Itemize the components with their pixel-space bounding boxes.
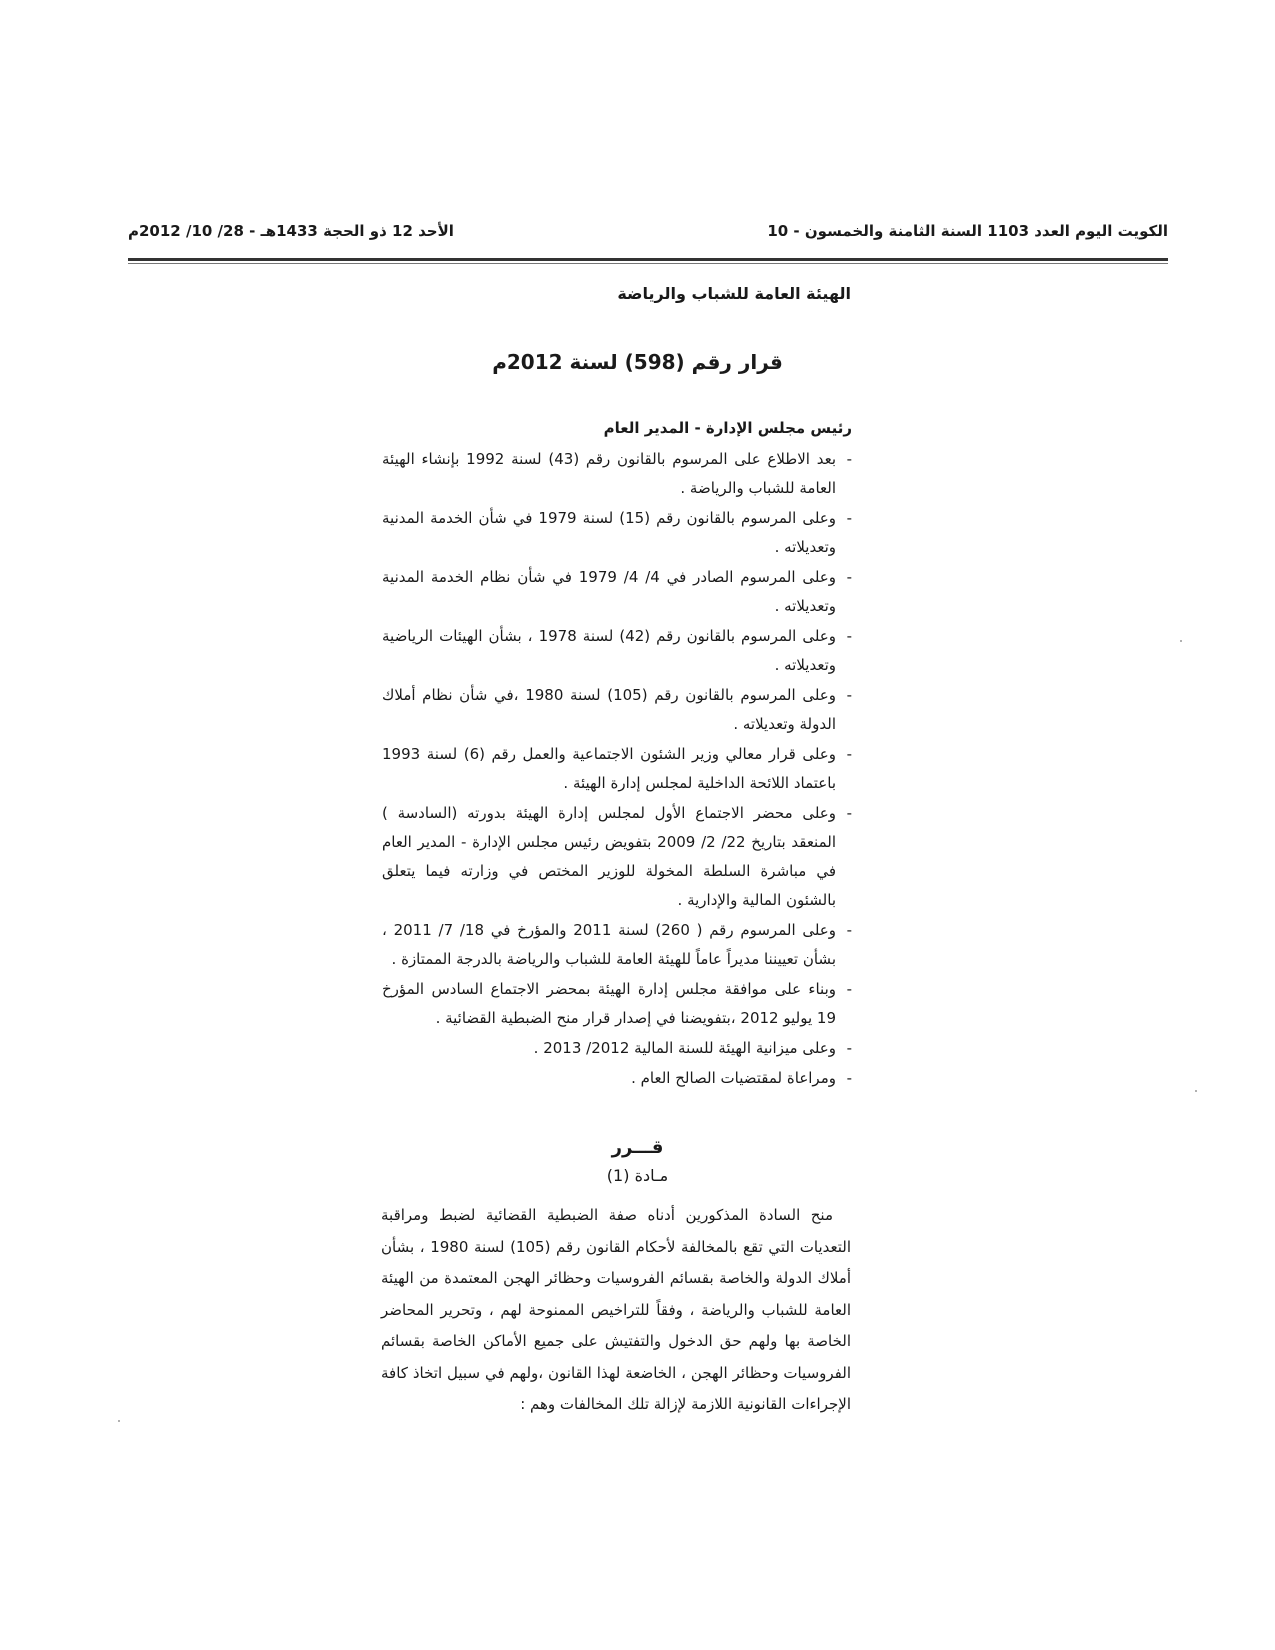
preamble-clause (382, 916, 852, 974)
gazette-date-info: الأحد 12 ذو الحجة 1433هـ - 28/ 10/ 2012م (128, 222, 454, 240)
gazette-issue-info: الكويت اليوم العدد 1103 السنة الثامنة والخمسون - 10 (767, 222, 1168, 240)
article-1-text: منح السادة المذكورين أدناه صفة الضبطية القضائية لضبط ومراقبة التعديات التي تقع بالمخالفة لأحكام القانون رقم (105) لسنة 1980 ، بشأن أملاك الدولة والخاصة بقسائم الفروسيات وحظائر الهجن المعتمدة من الهيئة العامة للشباب والرياضة ، وفقاً للتراخيص الممنوحة لهم ، وتحرير المحاضر الخاصة بها ولهم حق الدخول والتفتيش على جميع الأماكن الخاصة بقسائم الفروسيات وحظائر الهجن ، الخاضعة لهذا القانون ،ولهم في سبيل اتخاذ كافة الإجراءات القانونية اللازمة لإزالة تلك المخالفات وهم : (381, 1206, 851, 1413)
clause-text: ومراعاة لمقتضيات الصالح العام . (631, 1069, 836, 1087)
preamble-clause (382, 563, 852, 621)
decision-title: قرار رقم (598) لسنة 2012م (492, 350, 783, 374)
clause-dash: - (846, 980, 852, 998)
header-rule-thin (128, 263, 1168, 264)
clause-text: وبناء على موافقة مجلس إدارة الهيئة بمحضر الاجتماع السادس المؤرخ 19 يوليو 2012 ،بتفويضنا في إصدار قرار منح الضبطية القضائية . (382, 980, 836, 1027)
preamble-clause (382, 445, 852, 503)
header-rule-thick (128, 258, 1168, 261)
preamble-clauses (382, 445, 852, 1093)
clause-dash: - (846, 450, 852, 468)
clause-dash: - (846, 568, 852, 586)
preamble-clause (382, 799, 852, 915)
clause-dash: - (846, 1039, 852, 1057)
scan-speck (1180, 640, 1182, 642)
decided-heading: قـــرر (611, 1137, 664, 1158)
issuing-authority: الهيئة العامة للشباب والرياضة (617, 284, 851, 303)
clause-text: وعلى المرسوم بالقانون رقم (105) لسنة 1980 ،في شأن نظام أملاك الدولة وتعديلاته . (382, 686, 836, 733)
clause-dash: - (846, 804, 852, 822)
clause-text: بعد الاطلاع على المرسوم بالقانون رقم (43) لسنة 1992 بإنشاء الهيئة العامة للشباب والرياضة . (382, 450, 836, 497)
clause-dash: - (846, 509, 852, 527)
clause-text: وعلى محضر الاجتماع الأول لمجلس إدارة الهيئة بدورته (السادسة ) المنعقد بتاريخ 22/ 2/ 2009 بتفويض رئيس مجلس الإدارة - المدير العام في مباشرة السلطة المخولة للوزير المختص في وزارته فيما يتعلق بالشئون المالية والإدارية . (382, 804, 836, 909)
president-title: رئيس مجلس الإدارة - المدير العام (603, 419, 852, 437)
page-header (128, 222, 1168, 252)
scan-speck (1195, 1090, 1197, 1092)
preamble-clause (382, 622, 852, 680)
preamble-clause (382, 504, 852, 562)
preamble (382, 414, 852, 1094)
preamble-clause (382, 975, 852, 1033)
clause-dash: - (846, 627, 852, 645)
clause-dash: - (846, 1069, 852, 1087)
clause-dash: - (846, 921, 852, 939)
preamble-clause (382, 1034, 852, 1063)
clause-text: وعلى قرار معالي وزير الشئون الاجتماعية والعمل رقم (6) لسنة 1993 باعتماد اللائحة الداخلية لمجلس إدارة الهيئة . (382, 745, 836, 792)
scan-speck (118, 1420, 120, 1422)
clause-dash: - (846, 745, 852, 763)
preamble-clause (382, 681, 852, 739)
clause-text: وعلى المرسوم بالقانون رقم (42) لسنة 1978 ، بشأن الهيئات الرياضية وتعديلاته . (382, 627, 836, 674)
clause-text: وعلى المرسوم رقم ( 260) لسنة 2011 والمؤرخ في 18/ 7/ 2011 ، بشأن تعييننا مديراً عاماً للهيئة العامة للشباب والرياضة بالدرجة الممتازة . (382, 921, 837, 968)
preamble-clause (382, 740, 852, 798)
article-heading: مـادة (1) (606, 1166, 669, 1185)
clause-text: وعلى المرسوم الصادر في 4/ 4/ 1979 في شأن نظام الخدمة المدنية وتعديلاته . (382, 568, 836, 615)
preamble-clause (382, 1064, 852, 1093)
clause-text: وعلى المرسوم بالقانون رقم (15) لسنة 1979 في شأن الخدمة المدنية وتعديلاته . (382, 509, 836, 556)
clause-text: وعلى ميزانية الهيئة للسنة المالية 2012/ 2013 . (533, 1039, 836, 1057)
clause-dash: - (846, 686, 852, 704)
